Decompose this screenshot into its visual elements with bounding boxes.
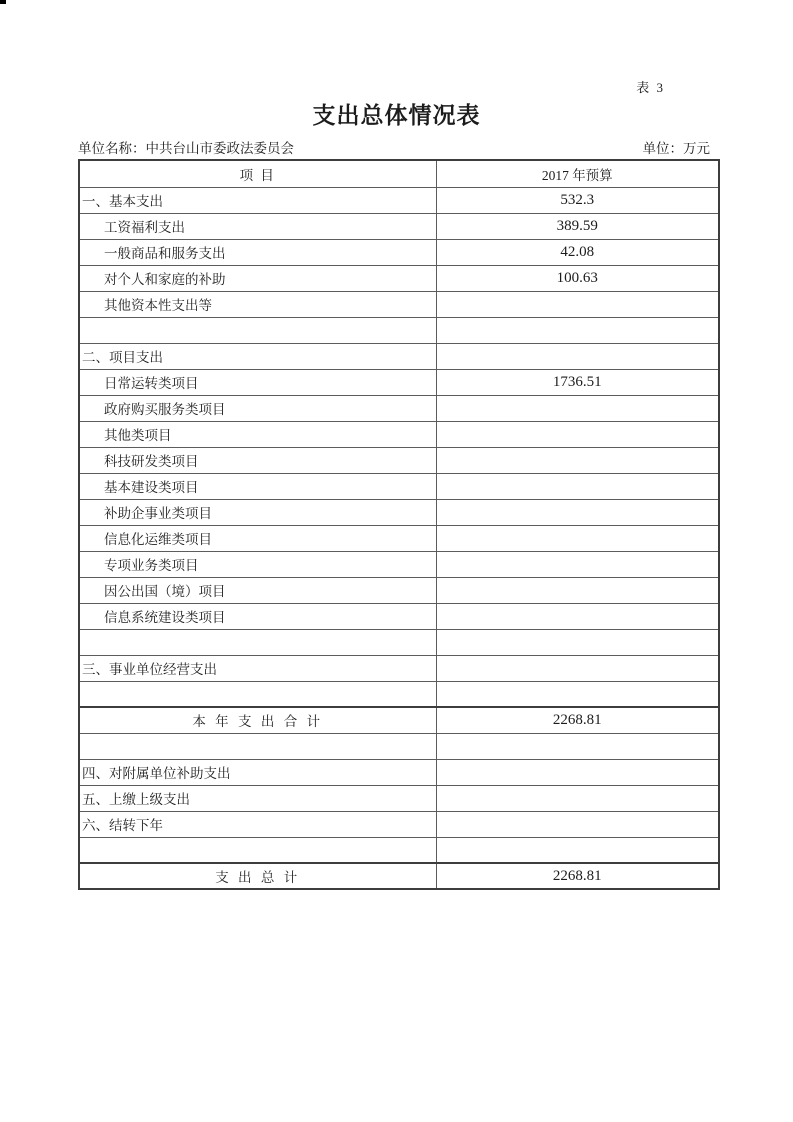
- table-header: [79, 160, 719, 187]
- budget-value: [436, 785, 719, 811]
- table-row: [79, 447, 719, 473]
- table-row: [79, 785, 719, 811]
- item-label: 其他类项目: [79, 421, 436, 447]
- budget-value: 1736.51: [436, 369, 719, 395]
- budget-value: [436, 733, 719, 759]
- item-label: [79, 837, 436, 863]
- item-label: 基本建设类项目: [79, 473, 436, 499]
- budget-value: 2268.81: [436, 863, 719, 889]
- item-label: 科技研发类项目: [79, 447, 436, 473]
- item-label: 政府购买服务类项目: [79, 395, 436, 421]
- budget-column-header: 2017 年预算: [436, 160, 719, 187]
- item-label: 对个人和家庭的补助: [79, 265, 436, 291]
- table-row: [79, 499, 719, 525]
- item-label: 专项业务类项目: [79, 551, 436, 577]
- item-label: 因公出国（境）项目: [79, 577, 436, 603]
- item-label: 信息化运维类项目: [79, 525, 436, 551]
- table-row: [79, 291, 719, 317]
- budget-value: [436, 395, 719, 421]
- item-label: [79, 733, 436, 759]
- table-row: [79, 681, 719, 707]
- header-row: [79, 160, 719, 187]
- item-label: 四、对附属单位补助支出: [79, 759, 436, 785]
- budget-value: [436, 343, 719, 369]
- item-label: 日常运转类项目: [79, 369, 436, 395]
- page-title: 支出总体情况表: [312, 103, 481, 128]
- scan-corner-artifact: [0, 0, 6, 4]
- item-label: 五、上缴上级支出: [79, 785, 436, 811]
- item-label: 补助企事业类项目: [79, 499, 436, 525]
- table-row: [79, 577, 719, 603]
- table-body: [79, 187, 719, 889]
- table-row: [79, 265, 719, 291]
- budget-value: [436, 421, 719, 447]
- budget-value: [436, 525, 719, 551]
- budget-value: 100.63: [436, 265, 719, 291]
- item-label: 一般商品和服务支出: [79, 239, 436, 265]
- budget-value: [436, 499, 719, 525]
- table-row: [79, 811, 719, 837]
- table-row: [79, 187, 719, 213]
- budget-value: [436, 577, 719, 603]
- table-row: [79, 759, 719, 785]
- table-row: [79, 655, 719, 681]
- budget-value: [436, 655, 719, 681]
- table-row: [79, 629, 719, 655]
- budget-value: [436, 291, 719, 317]
- budget-value: [436, 473, 719, 499]
- item-label: 二、项目支出: [79, 343, 436, 369]
- budget-value: [436, 317, 719, 343]
- item-label: 一、基本支出: [79, 187, 436, 213]
- table-row: [79, 733, 719, 759]
- table-row: [79, 863, 719, 889]
- item-label: [79, 681, 436, 707]
- table-row: [79, 421, 719, 447]
- item-label: 支 出 总 计: [79, 863, 436, 889]
- budget-value: [436, 681, 719, 707]
- table-row: [79, 369, 719, 395]
- table-row: [79, 837, 719, 863]
- item-label: 其他资本性支出等: [79, 291, 436, 317]
- table-row: [79, 239, 719, 265]
- budget-value: [436, 759, 719, 785]
- unit-measure-label: 单位：万元: [642, 141, 710, 156]
- budget-value: [436, 447, 719, 473]
- table-row: [79, 603, 719, 629]
- table-row: [79, 395, 719, 421]
- item-label: [79, 317, 436, 343]
- table-row: [79, 317, 719, 343]
- table-row: [79, 473, 719, 499]
- item-label: 信息系统建设类项目: [79, 603, 436, 629]
- item-label: 六、结转下年: [79, 811, 436, 837]
- budget-value: 389.59: [436, 213, 719, 239]
- item-label: 工资福利支出: [79, 213, 436, 239]
- budget-value: 2268.81: [436, 707, 719, 733]
- budget-value: [436, 551, 719, 577]
- table-row: [79, 525, 719, 551]
- unit-name-label: 单位名称：中共台山市委政法委员会: [78, 141, 294, 156]
- item-label: [79, 629, 436, 655]
- table-row: [79, 551, 719, 577]
- item-label: 三、事业单位经营支出: [79, 655, 436, 681]
- budget-value: 42.08: [436, 239, 719, 265]
- table-row: [79, 707, 719, 733]
- budget-value: [436, 837, 719, 863]
- budget-value: [436, 603, 719, 629]
- budget-value: [436, 629, 719, 655]
- meta-line: [78, 137, 710, 157]
- table-row: [79, 343, 719, 369]
- expenditure-table: [78, 159, 720, 890]
- item-column-header: 项 目: [79, 160, 436, 187]
- budget-value: 532.3: [436, 187, 719, 213]
- item-label: 本 年 支 出 合 计: [79, 707, 436, 733]
- budget-value: [436, 811, 719, 837]
- table-row: [79, 213, 719, 239]
- table-number-tag: 表 3: [636, 80, 665, 95]
